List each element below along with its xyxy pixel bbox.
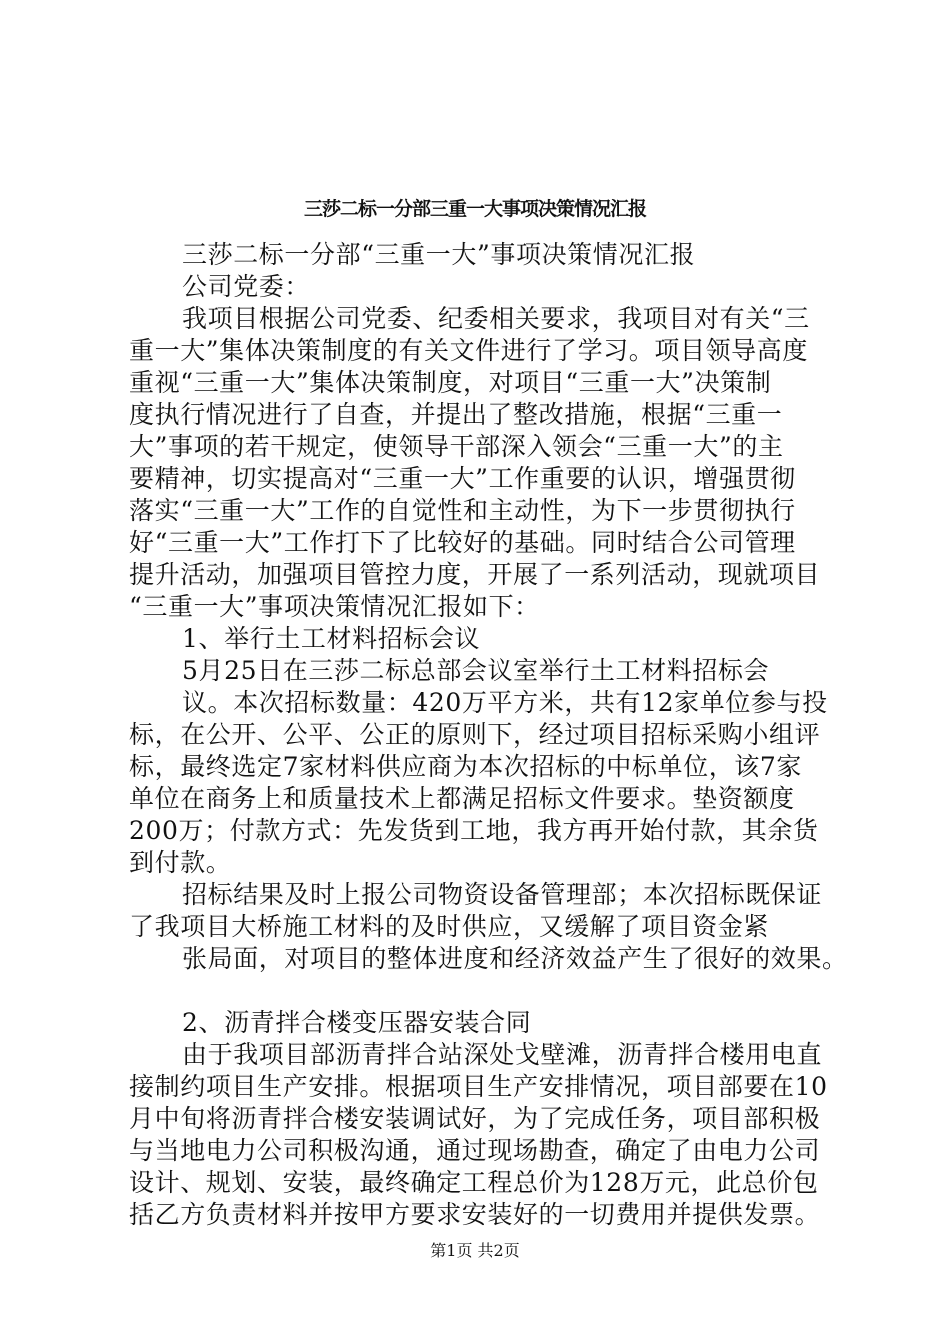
paragraph-line: 提升活动，加强项目管控力度，开展了一系列活动，现就项目 [129,560,821,589]
paragraph-line: 招标结果及时上报公司物资设备管理部；本次招标既保证 [182,880,823,909]
subtitle-line: 三莎二标一分部“三重一大”事项决策情况汇报 [182,240,696,269]
paragraph-line: 张局面，对项目的整体进度和经济效益产生了很好的效果。 [182,944,848,973]
paragraph-line: 好“三重一大”工作打下了比较好的基础。同时结合公司管理 [129,528,796,557]
paragraph-line: 5月25日在三莎二标总部会议室举行土工材料招标会 [182,656,770,685]
section-heading: 2、沥青拌合楼变压器安装合同 [182,1008,532,1037]
page-footer: 第1页 共2页 [430,1241,520,1260]
paragraph-line: 200万；付款方式：先发货到工地，我方再开始付款，其余货 [129,816,819,845]
paragraph-line: 标，最终选定7家材料供应商为本次招标的中标单位，该7家 [129,752,803,781]
paragraph-line: “三重一大”事项决策情况汇报如下： [129,592,540,621]
paragraph-line: 大”事项的若干规定，使领导干部深入领会“三重一大”的主 [129,432,784,461]
paragraph-line: 与当地电力公司积极沟通，通过现场勘查，确定了由电力公司 [129,1136,821,1165]
paragraph-line: 重一大”集体决策制度的有关文件进行了学习。项目领导高度 [129,336,808,365]
paragraph-line: 了我项目大桥施工材料的及时供应，又缓解了项目资金紧 [129,912,770,941]
paragraph-line: 落实“三重一大”工作的自觉性和主动性，为下一步贯彻执行 [129,496,796,525]
paragraph-line: 接制约项目生产安排。根据项目生产安排情况，项目部要在10 [129,1072,828,1101]
paragraph-line: 设计、规划、安装，最终确定工程总价为128万元，此总价包 [129,1168,819,1197]
paragraph-line: 由于我项目部沥青拌合站深处戈壁滩，沥青拌合楼用电直 [182,1040,823,1069]
paragraph-line: 度执行情况进行了自查，并提出了整改措施，根据“三重一 [129,400,783,429]
paragraph-line: 括乙方负责材料并按甲方要求安装好的一切费用并提供发票。 [129,1200,821,1229]
paragraph-line: 月中旬将沥青拌合楼安装调试好，为了完成任务，项目部积极 [129,1104,821,1133]
paragraph-line: 标，在公开、公平、公正的原则下，经过项目招标采购小组评 [129,720,821,749]
salutation-line: 公司党委： [182,272,311,301]
paragraph-line: 我项目根据公司党委、纪委相关要求，我项目对有关“三 [182,304,810,333]
paragraph-line: 单位在商务上和质量技术上都满足招标文件要求。垫资额度 [129,784,795,813]
paragraph-line: 重视“三重一大”集体决策制度，对项目“三重一大”决策制 [129,368,772,397]
section-heading: 1、举行土工材料招标会议 [182,624,481,653]
paragraph-line: 到付款。 [129,848,232,877]
paragraph-line: 议。本次招标数量：420万平方米，共有12家单位参与投 [182,688,828,717]
document-title: 三莎二标一分部三重一大事项决策情况汇报 [303,198,646,220]
paragraph-line: 要精神，切实提高对“三重一大”工作重要的认识，增强贯彻 [129,464,796,493]
